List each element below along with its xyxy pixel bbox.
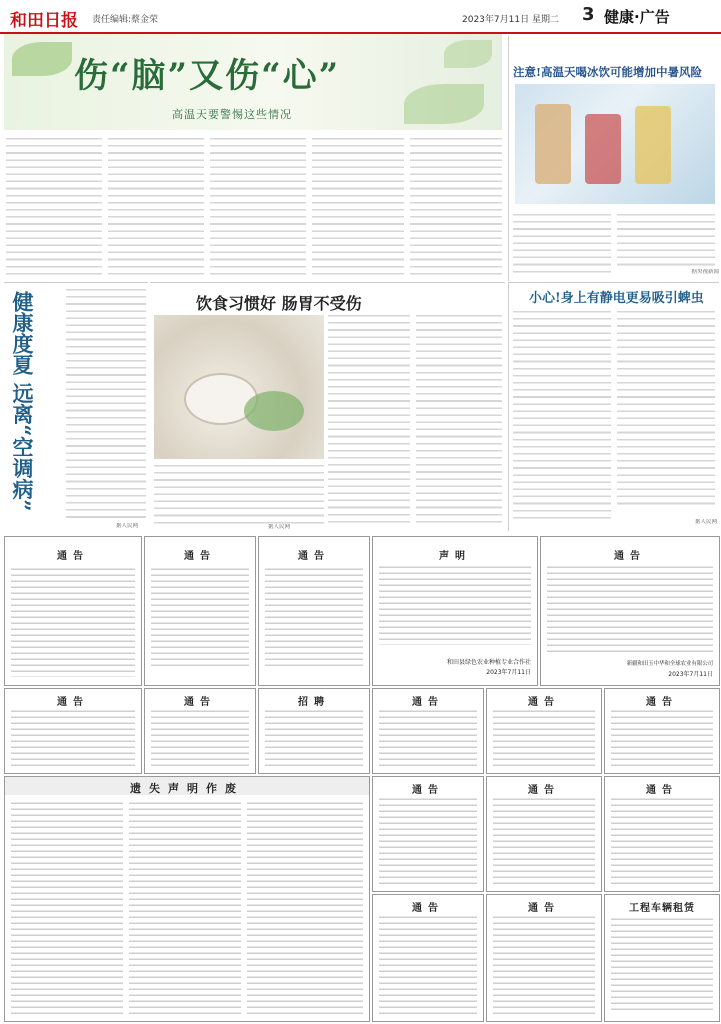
notice-body [547,565,713,655]
notice-title: 通告 [184,697,216,708]
article-body-column [66,287,146,523]
feature-subtitle: 高温天要警惕这些情况 [172,108,292,121]
notice-box [144,536,256,686]
notice-title: 通告 [184,551,216,562]
notice-body [265,709,363,767]
notice-body [493,915,595,1015]
lost-notice-block [4,776,370,1022]
newspaper-logo: 和田日报 [10,11,78,31]
feature-banner [4,34,502,130]
page-header [0,0,721,34]
notice-date: 2023年7月11日 [668,671,713,678]
notice-box [4,688,142,774]
notice-box [486,894,602,1022]
notice-body [493,797,595,885]
notice-body [379,709,477,767]
notice-signoff: 和田县绿色农业种植专业合作社 [446,659,531,666]
article-source: 据人民网 [694,519,717,525]
notice-signoff: 新疆和田玉中华和全球农业有限公司 [626,661,713,667]
notice-body [151,567,249,667]
notice-box [486,688,602,774]
food-photo [154,315,324,459]
notice-box [372,536,538,686]
notice-title: 工程车辆租赁 [629,903,695,914]
notice-body [379,565,531,645]
lost-notice-column [129,801,241,1015]
right-top-article [508,36,719,281]
notice-body [611,709,713,767]
notice-title: 通告 [646,785,678,796]
notice-title: 通告 [614,551,646,562]
article-source: 据人民网 [116,523,139,529]
middle-article [150,282,505,531]
feature-title: 伤“脑”又伤“心” [74,56,341,96]
notice-box [604,894,720,1022]
notice-title: 通告 [57,551,89,562]
iced-drinks-photo [515,84,715,204]
notice-title: 通告 [412,785,444,796]
notice-box [372,776,484,892]
notice-body [11,567,135,677]
issue-date: 2023年7月11日 星期二 [462,15,559,25]
notice-body [265,567,363,667]
notice-title: 招聘 [298,697,330,708]
notice-box [604,776,720,892]
notice-title: 通告 [646,697,678,708]
notice-title: 通告 [528,785,560,796]
notice-box [540,536,720,686]
leaf-decoration [12,42,72,76]
article-body-column [416,313,502,527]
notice-box [372,894,484,1022]
notice-title: 通告 [528,697,560,708]
lost-notice-column [247,801,363,1015]
notice-title: 声明 [439,551,471,562]
leaf-decoration [444,40,492,68]
article-headline: 小心!身上有静电更易吸引蜱虫 [529,291,704,306]
article-source: 据人民网 [268,524,291,530]
notice-box [372,688,484,774]
page-number: 3 [582,4,595,25]
article-body-column [617,309,715,509]
notice-body [493,709,595,767]
article-body-column [312,136,404,276]
article-body-column [410,136,502,276]
notice-box [258,536,370,686]
notice-body [11,709,135,767]
notice-date: 2023年7月11日 [486,669,531,676]
right-mid-article [508,282,719,531]
article-body-column [328,313,410,527]
left-article [4,282,148,531]
lost-notice-column [11,801,123,1015]
notice-title: 通告 [412,697,444,708]
article-source: 据央视新闻 [691,269,719,275]
lost-notice-header [5,777,369,795]
article-body-column [6,136,102,276]
notice-title: 通告 [298,551,330,562]
article-headline: 注意!高温天喝冰饮可能增加中暑风险 [513,65,703,79]
left-article-title: 健康度夏 远离“空调病” [10,291,35,512]
article-body-column [513,309,611,523]
article-body-column [108,136,204,276]
notice-title: 通告 [528,903,560,914]
notice-title: 通告 [412,903,444,914]
notice-box [144,688,256,774]
notice-title: 通告 [57,697,89,708]
notice-box [604,688,720,774]
notice-body [379,915,477,1015]
article-body-column [513,212,611,274]
notice-box [486,776,602,892]
article-body-column [210,136,306,276]
editor-credit: 责任编辑:蔡金荣 [92,15,159,25]
lost-notice-title: 遗失声明作废 [130,782,244,795]
article-body-column [617,212,715,268]
notice-box [258,688,370,774]
leaf-decoration [404,84,484,124]
section-title: 健康·广告 [604,8,670,26]
notice-body [379,797,477,885]
article-body-column [154,463,324,527]
notice-box [4,536,142,686]
middle-article-title: 饮食习惯好 肠胃不受伤 [196,294,362,313]
notice-body [611,797,713,885]
notice-body [151,709,249,767]
notice-body [611,917,713,1013]
